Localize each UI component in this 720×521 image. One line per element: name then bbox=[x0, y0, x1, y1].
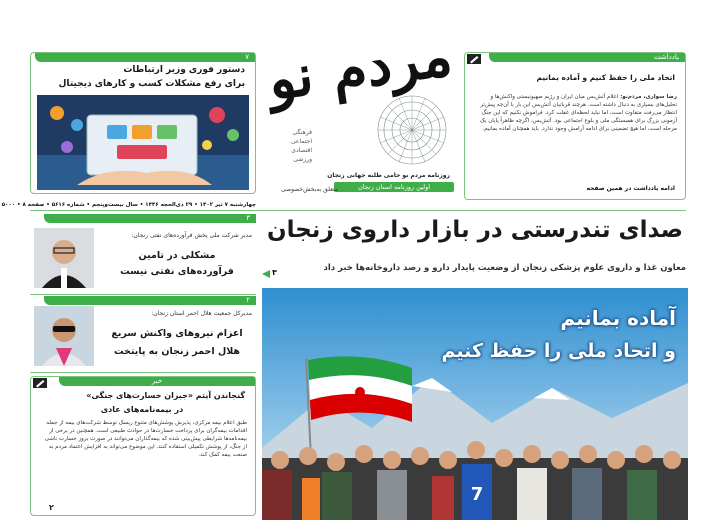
side-story-2[interactable] bbox=[30, 296, 256, 370]
side-line: فرهنگی bbox=[292, 129, 312, 136]
masthead-type-label: متعلق به‌بخش‌خصوصی bbox=[280, 186, 338, 193]
lead-title[interactable]: صدای تندرستی در بازار داروی زنجان bbox=[266, 217, 684, 243]
divider bbox=[30, 372, 256, 373]
top-left-title-1: دستور فوری وزیر ارتباطات bbox=[123, 65, 245, 75]
masthead-tagline: اولین روزنامه استان زنجان bbox=[334, 182, 454, 192]
editorial-section-label: یادداشت bbox=[489, 53, 685, 62]
side-story-2-title-2: هلال احمر زنجان به پایتخت bbox=[113, 346, 241, 357]
triangle-marker-icon bbox=[262, 270, 271, 278]
pen-icon bbox=[33, 378, 47, 388]
side-story-2-kicker: مدیرکل جمعیت هلال احمر استان زنجان: bbox=[151, 310, 252, 317]
news-title-1: گنجاندن آیتم «جبران خسارت‌های جنگی» bbox=[86, 391, 245, 400]
page-num-tag: ۳ bbox=[44, 214, 256, 223]
issue-divider bbox=[30, 210, 686, 211]
top-left-title-2: برای رفع مشکلات کسب و کارهای دیجیتال bbox=[58, 79, 245, 89]
editorial-title: اتحاد ملی را حفظ کنیم و آماده بمانیم bbox=[536, 73, 675, 82]
page-num-tag: ۷ bbox=[35, 53, 255, 62]
side-story-1[interactable] bbox=[30, 214, 256, 292]
official-portrait-2 bbox=[34, 306, 94, 366]
editorial-text: اعلام آتش‌بس میان ایران و رژیم صهیونیستی واکنش‌ها و تحلیل‌های بسیاری به دنبال داشته است. هرچند قربانیان آتش‌بس این بار با آن‌چه پیش‌تر انتظار می‌رفت متفاوت است، اما نباید لحظه‌ای غفلت کرد. فراموش نکنیم که این جنگ آزمونی بزرگ برای همبستگی ملی و بلوغ اجتماعی بود. آتش‌بس، اگرچه ظاهراً پایان یک مرحله است، اما هیچ تضمینی برای ادامه آرامش وجود ندارد. باید همچنان آماده بمانیم. bbox=[480, 94, 677, 132]
masthead-logo: مردم نو bbox=[264, 22, 456, 114]
masthead bbox=[262, 22, 458, 200]
lead-poster[interactable] bbox=[262, 288, 688, 520]
side-story-1-title-2: فرآورده‌های نفتی نیست bbox=[120, 266, 234, 277]
official-portrait-1 bbox=[34, 228, 94, 288]
editorial-author: رضا سواری، مردم‌نو: bbox=[620, 94, 677, 100]
side-story-1-kicker: مدیر شرکت ملی پخش فرآورده‌های نفتی زنجان: bbox=[131, 232, 252, 239]
lead-page-num-text: ۳ bbox=[272, 268, 277, 277]
side-line: اجتماعی bbox=[290, 138, 312, 145]
news-body: طبق اعلام بیمه مرکزی، پذیرش پوشش‌های متنوع ریسک توسط شرکت‌های بیمه از جمله اقدامات بیمه‌گران برای پرداخت خسارت‌ها در حوادث طبیعی است. همچنین در برخی از بیمه‌نامه‌ها شرایطی پیش‌بینی شده که بیمه‌گذاران می‌توانند در صورت بروز خسارت ناشی از جنگ، از پوشش تکمیلی استفاده کنند. این موضوع می‌تواند به افزایش اعتماد مردم به صنعت بیمه کمک کند. bbox=[44, 420, 247, 458]
news-box[interactable] bbox=[30, 376, 256, 516]
editorial-continue[interactable]: ادامه یادداشت در همین صفحه bbox=[586, 185, 675, 192]
lead-subtitle: معاون غذا و داروی علوم پزشکی زنجان از وضعیت پایدار دارو و رصد داروخانه‌ها خبر داد bbox=[323, 263, 686, 273]
masthead-side-lines bbox=[272, 128, 312, 164]
news-title-2: در بیمه‌نامه‌های عادی bbox=[100, 405, 184, 414]
editorial-body bbox=[471, 93, 677, 179]
digital-tablet-illustration-icon bbox=[37, 95, 249, 190]
side-line: ورزشی bbox=[293, 156, 312, 163]
news-label: خبر bbox=[59, 377, 255, 386]
side-story-2-title-1: اعزام نیروهای واکنش سریع bbox=[111, 328, 243, 339]
pen-icon bbox=[467, 54, 481, 64]
side-line: اقتصادی bbox=[291, 147, 312, 154]
issue-line: چهارشنبه ۷ تیر ۱۴۰۲ • ۲۹ ذی‌الحجه ۱۴۴۶ • سال بیست‌وپنجم • شماره ۵۶۱۶ • صفحه ۸ • ۵۰۰۰ bbox=[1, 202, 256, 208]
poster-line-2: و اتحاد ملی را حفظ کنیم bbox=[441, 340, 676, 362]
editorial-box[interactable] bbox=[464, 52, 686, 200]
masthead-subtitle: روزنامه مردم نو حامی طلبه جهانی زنجان bbox=[327, 172, 450, 179]
poster-jersey-number: 7 bbox=[470, 484, 484, 505]
news-page-num: ۲ bbox=[49, 503, 54, 512]
side-story-1-title-1: مشکلی در تامین bbox=[138, 250, 216, 261]
page-num-tag: ۲ bbox=[44, 296, 256, 305]
poster-line-1: آماده بمانیم bbox=[560, 306, 676, 330]
lead-page-num bbox=[262, 268, 290, 280]
divider bbox=[30, 294, 256, 295]
top-left-story[interactable] bbox=[30, 52, 256, 194]
